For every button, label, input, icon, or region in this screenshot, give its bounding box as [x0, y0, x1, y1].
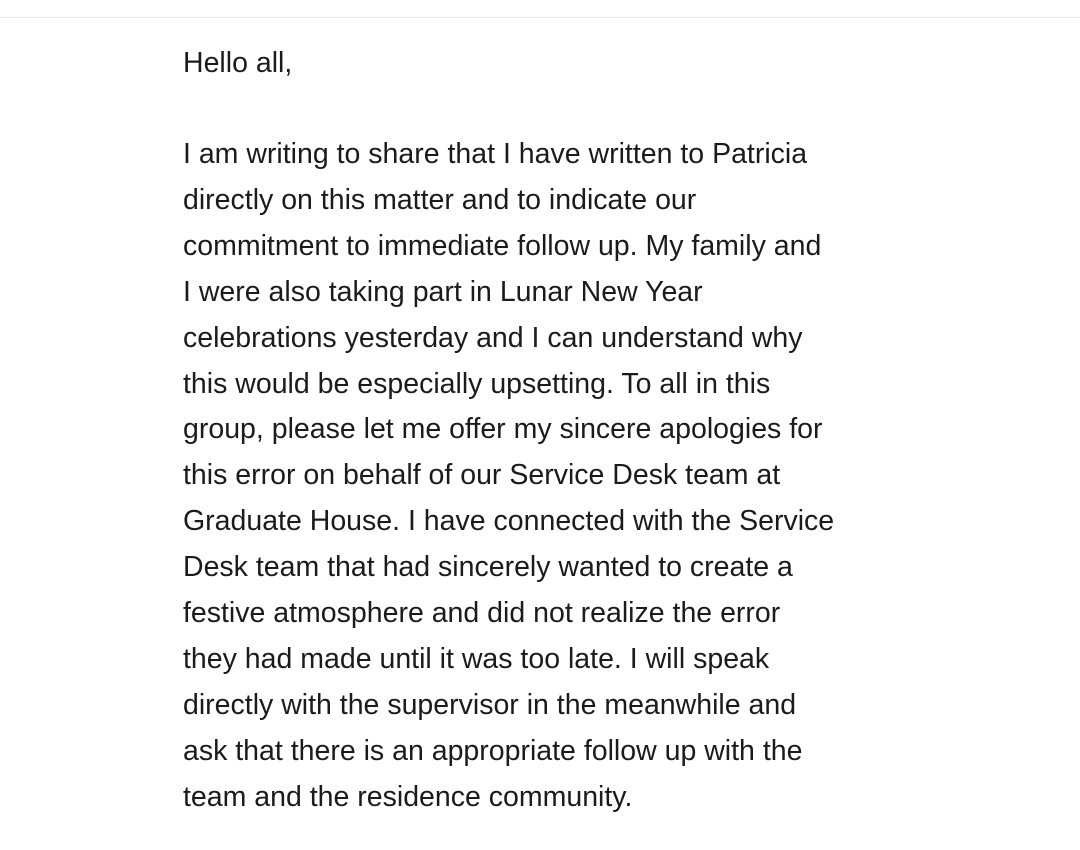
email-greeting: Hello all,	[183, 47, 293, 79]
body-line: directly on this matter and to indicate our	[183, 183, 697, 216]
body-line: I were also taking part in Lunar New Year	[183, 275, 703, 308]
body-line: festive atmosphere and did not realize the error	[183, 597, 781, 630]
paragraph-spacer	[183, 86, 943, 132]
body-line: I am writing to share that I have written to Patricia	[183, 138, 808, 170]
body-line: this would be especially upsetting. To all in this	[183, 367, 771, 400]
email-paragraph	[183, 132, 943, 821]
body-line: Graduate House. I have connected with the Service	[183, 505, 835, 538]
email-body	[183, 40, 943, 821]
top-divider	[0, 17, 1080, 18]
body-line: ask that there is an appropriate follow up with the	[183, 734, 803, 767]
body-line: team and the residence community.	[183, 780, 633, 813]
body-line: celebrations yesterday and I can understand why	[183, 321, 803, 354]
body-line: group, please let me offer my sincere apologies for	[183, 413, 823, 446]
body-line: commitment to immediate follow up. My family and	[183, 229, 822, 262]
body-line: they had made until it was too late. I will speak	[183, 642, 770, 675]
body-line: this error on behalf of our Service Desk team at	[183, 459, 781, 492]
body-line: Desk team that had sincerely wanted to create a	[183, 551, 793, 584]
body-line: directly with the supervisor in the meanwhile and	[183, 688, 797, 721]
